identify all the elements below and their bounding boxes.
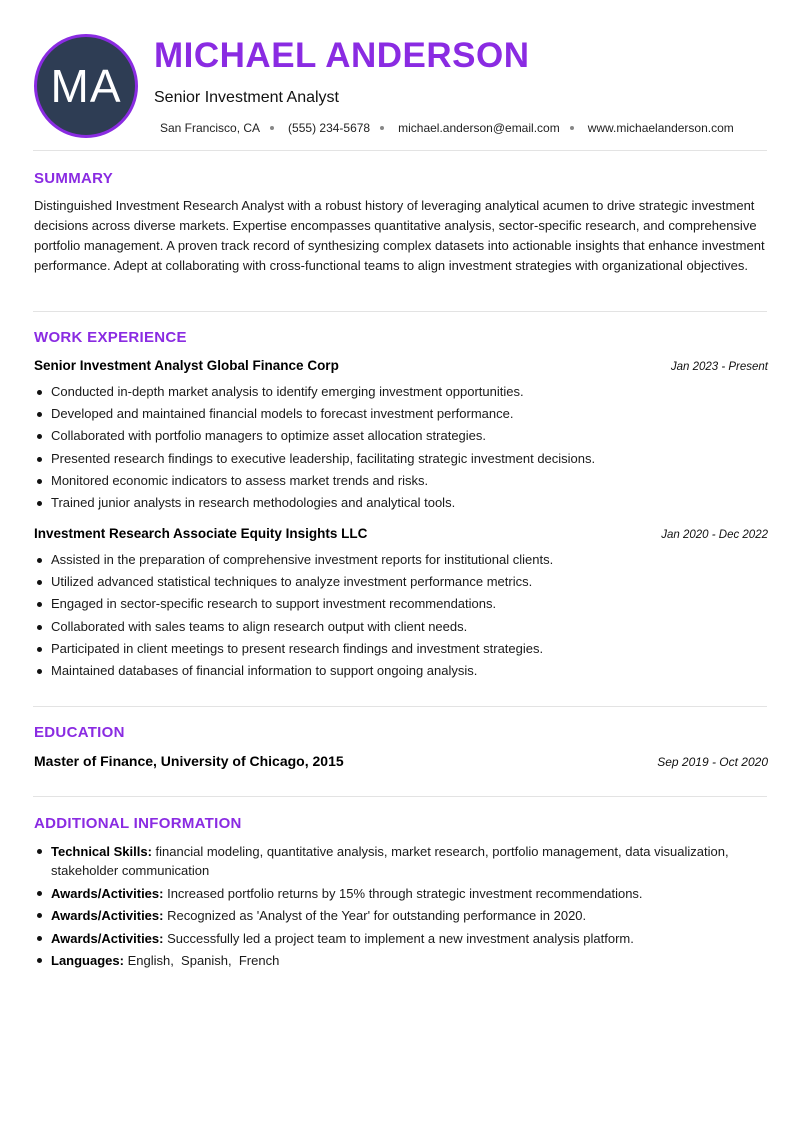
list-item: Assisted in the preparation of comprehensive investment reports for institutional clients. [34, 549, 768, 571]
divider [33, 706, 767, 707]
list-item [34, 842, 768, 880]
avatar-initials: MA [50, 60, 122, 112]
list-item [34, 906, 768, 925]
divider [33, 796, 767, 797]
education-entry [34, 753, 768, 769]
item-value: English, Spanish, French [123, 953, 280, 968]
list-item [34, 951, 768, 970]
list-item: Monitored economic indicators to assess market trends and risks. [34, 470, 768, 492]
candidate-name: MICHAEL ANDERSON [154, 36, 530, 75]
additional-info-heading: ADDITIONAL INFORMATION [34, 815, 242, 832]
divider [33, 150, 767, 151]
list-item: Collaborated with portfolio managers to optimize asset allocation strategies. [34, 425, 768, 447]
divider [33, 311, 767, 312]
contact-phone: (555) 234-5678 [288, 121, 371, 135]
dot-separator-icon [270, 126, 274, 130]
list-item: Participated in client meetings to present research findings and investment strategies. [34, 638, 768, 660]
contact-website[interactable]: www.michaelanderson.com [587, 121, 734, 135]
contact-email[interactable]: michael.anderson@email.com [398, 121, 560, 135]
item-key: Awards/Activities: [51, 885, 164, 901]
list-item: Maintained databases of financial information to support ongoing analysis. [34, 660, 768, 682]
education-dates: Sep 2019 - Oct 2020 [657, 755, 768, 769]
list-item [34, 929, 768, 948]
additional-info-list [34, 842, 768, 974]
contact-bar [160, 121, 734, 135]
job-dates: Jan 2020 - Dec 2022 [661, 529, 768, 541]
contact-location: San Francisco, CA [160, 121, 261, 135]
item-value: Increased portfolio returns by 15% through strategic investment recommendations. [163, 885, 643, 901]
job-dates: Jan 2023 - Present [670, 361, 768, 373]
job-role: Senior Investment Analyst Global Finance Corp [34, 358, 339, 373]
job-header [34, 358, 768, 373]
list-item [34, 884, 768, 903]
job-title: Senior Investment Analyst [154, 89, 339, 106]
work-experience-heading: WORK EXPERIENCE [34, 329, 187, 346]
item-key: Awards/Activities: [51, 930, 164, 946]
job-bullets [34, 381, 768, 514]
item-value: Successfully led a project team to implement a new investment analysis platform. [163, 930, 634, 946]
education-heading: EDUCATION [34, 724, 125, 741]
dot-separator-icon [570, 126, 574, 130]
summary-text: Distinguished Investment Research Analyst with a robust history of leveraging analytical acumen to drive strategic investment decisions across diverse markets. Expertise encompasses quantitative analysis, sector-specific research, and comprehensive portfolio management. A proven track record of synthesizing complex datasets into actionable insights that enhance investment performance. Adept at collaborating with cross-functional teams to align investment strategies with organizational objectives. [34, 198, 765, 273]
degree: Master of Finance, University of Chicago, 2015 [34, 753, 344, 769]
item-value: financial modeling, quantitative analysis, market research, portfolio management, data visualization, stakeholder communication [51, 844, 729, 878]
list-item: Presented research findings to executive leadership, facilitating strategic investment decisions. [34, 448, 768, 470]
item-value: Recognized as 'Analyst of the Year' for outstanding performance in 2020. [163, 908, 587, 923]
job-bullets [34, 549, 768, 682]
item-key: Technical Skills: [51, 844, 152, 859]
item-key: Awards/Activities: [51, 908, 164, 923]
list-item: Engaged in sector-specific research to support investment recommendations. [34, 593, 768, 615]
job-role: Investment Research Associate Equity Insights LLC [34, 526, 368, 541]
list-item: Conducted in-depth market analysis to identify emerging investment opportunities. [34, 381, 768, 403]
item-key: Languages: [51, 953, 124, 968]
avatar [34, 34, 138, 138]
list-item: Developed and maintained financial models to forecast investment performance. [34, 403, 768, 425]
summary-heading: SUMMARY [34, 170, 114, 187]
list-item: Utilized advanced statistical techniques to analyze investment performance metrics. [34, 571, 768, 593]
job-header [34, 526, 768, 541]
list-item: Trained junior analysts in research methodologies and analytical tools. [34, 492, 768, 514]
list-item: Collaborated with sales teams to align research output with client needs. [34, 616, 768, 638]
dot-separator-icon [380, 126, 384, 130]
